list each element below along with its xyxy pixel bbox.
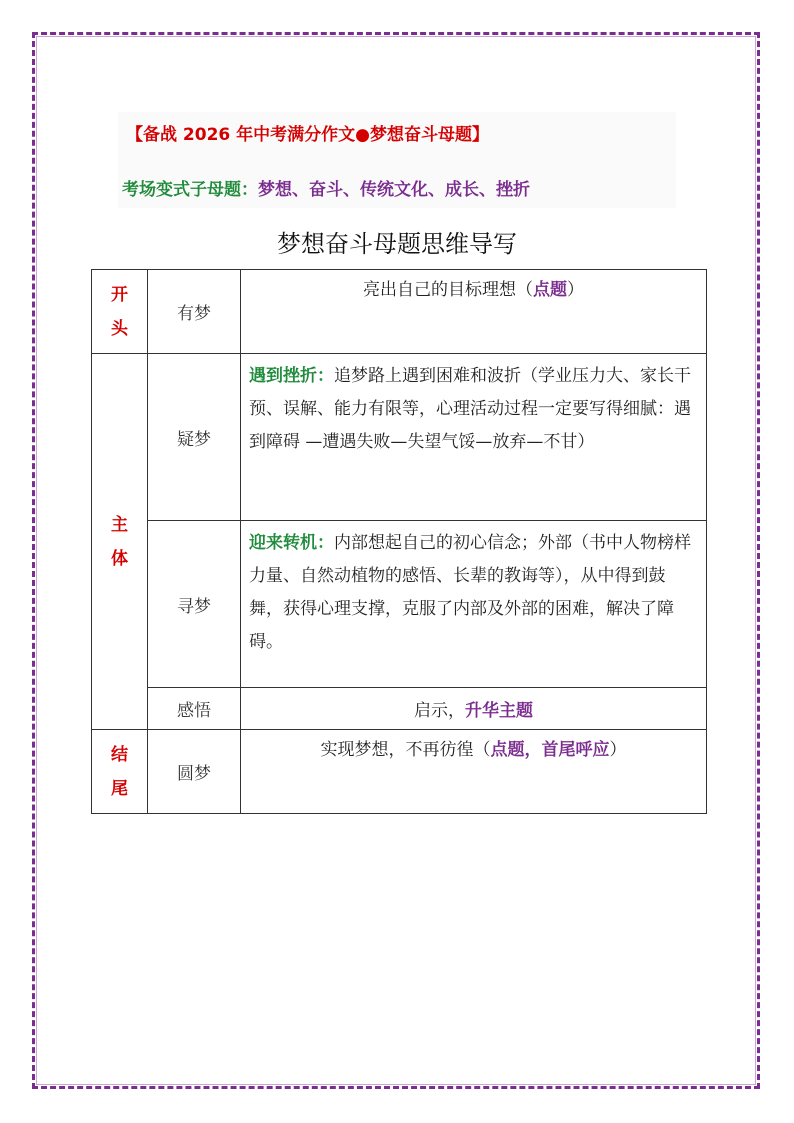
insight-text: 启示， <box>414 701 465 721</box>
table-row-ending <box>92 730 707 814</box>
table-row-body-3 <box>92 688 707 730</box>
doubt-text: 追梦路上遇到困难和波折（学业压力大、家长干预、误解、能力有限等，心理活动过程一定要写得细腻：遇到障碍 —遭遇失败—失望气馁—放弃—不甘） <box>249 366 691 452</box>
section-ending-char2: 尾 <box>111 778 128 799</box>
content-opening <box>241 270 707 354</box>
label-doubt: 疑梦 <box>148 354 241 521</box>
opening-text: 亮出自己的目标理想（ <box>363 280 533 300</box>
content-doubt <box>241 354 707 521</box>
label-opening: 有梦 <box>148 270 241 354</box>
section-body <box>92 354 148 730</box>
page-title: 梦想奋斗母题思维导写 <box>277 230 517 258</box>
table-row-body-2 <box>92 521 707 688</box>
subtag-topics: 梦想、奋斗、传统文化、成长、挫折 <box>258 180 530 200</box>
content-insight <box>241 688 707 730</box>
section-opening-char2: 头 <box>111 318 128 339</box>
header-tag: 【备战 2026 年中考满分作文●梦想奋斗母题】 <box>126 125 489 145</box>
outline-table <box>91 269 707 814</box>
ending-highlight: 点题，首尾呼应 <box>490 740 610 760</box>
section-opening-char1: 开 <box>111 284 128 305</box>
doubt-lead: 遇到挫折： <box>249 366 334 386</box>
opening-text-end: ） <box>567 280 584 300</box>
ending-text-end: ） <box>609 740 627 760</box>
label-ending: 圆梦 <box>148 730 241 814</box>
section-ending <box>92 730 148 814</box>
opening-highlight: 点题 <box>533 280 567 300</box>
section-body-char1: 主 <box>111 514 128 535</box>
section-body-char2: 体 <box>111 548 128 569</box>
table-row-body-1 <box>92 354 707 521</box>
label-insight: 感悟 <box>148 688 241 730</box>
table-row-opening <box>92 270 707 354</box>
insight-highlight: 升华主题 <box>465 701 533 721</box>
seek-text: 内部想起自己的初心信念；外部（书中人物榜样力量、自然动植物的感悟、长辈的教诲等），从中得到鼓舞，获得心理支撑，克服了内部及外部的困难，解决了障碍。 <box>249 533 691 652</box>
content-seek <box>241 521 707 688</box>
ending-text: 实现梦想，不再彷徨（ <box>320 740 491 760</box>
label-seek: 寻梦 <box>148 521 241 688</box>
header-subtag <box>122 175 530 200</box>
section-ending-char1: 结 <box>111 744 128 765</box>
section-opening <box>92 270 148 354</box>
seek-lead: 迎来转机： <box>249 533 334 553</box>
subtag-prefix: 考场变式子母题： <box>122 180 258 200</box>
content-ending <box>241 730 707 814</box>
